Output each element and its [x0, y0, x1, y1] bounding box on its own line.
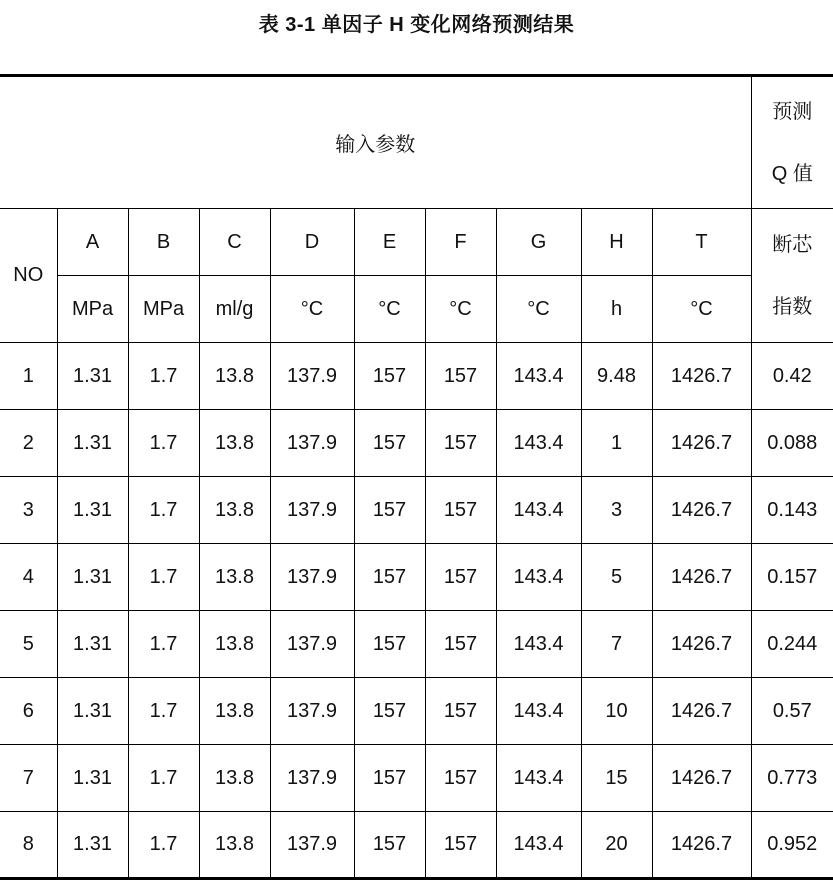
- table-cell: 1426.7: [652, 477, 751, 544]
- table-cell: 1.7: [128, 812, 199, 879]
- table-cell: 137.9: [270, 611, 354, 678]
- table-cell: 1.7: [128, 678, 199, 745]
- header-row-2: [0, 209, 833, 276]
- param-unit-h: h: [581, 276, 652, 343]
- table-cell: 1: [581, 410, 652, 477]
- table-cell: 137.9: [270, 812, 354, 879]
- results-table: [0, 74, 833, 880]
- index-label-line1: 断芯: [772, 233, 813, 256]
- param-unit-f: °C: [425, 276, 496, 343]
- table-cell: 1.31: [57, 544, 128, 611]
- table-cell: 1.7: [128, 745, 199, 812]
- table-cell: 9.48: [581, 343, 652, 410]
- table-cell: 157: [425, 678, 496, 745]
- table-cell: 0.088: [751, 410, 833, 477]
- table-cell: 0.57: [751, 678, 833, 745]
- table-cell: 143.4: [496, 745, 581, 812]
- header-row-3: [0, 276, 833, 343]
- table-cell: 157: [425, 477, 496, 544]
- table-cell: 13.8: [199, 678, 270, 745]
- table-cell: 143.4: [496, 544, 581, 611]
- table-cell: 15: [581, 745, 652, 812]
- table-cell: 137.9: [270, 678, 354, 745]
- table-row: [0, 477, 833, 544]
- table-cell: 137.9: [270, 410, 354, 477]
- table-cell: 3: [0, 477, 57, 544]
- table-row: [0, 611, 833, 678]
- table-cell: 20: [581, 812, 652, 879]
- param-unit-a: MPa: [57, 276, 128, 343]
- table-cell: 143.4: [496, 410, 581, 477]
- table-cell: 157: [354, 343, 425, 410]
- table-cell: 1.31: [57, 477, 128, 544]
- table-cell: 137.9: [270, 745, 354, 812]
- table-cell: 8: [0, 812, 57, 879]
- table-cell: 4: [0, 544, 57, 611]
- table-cell: 157: [425, 812, 496, 879]
- table-cell: 1426.7: [652, 410, 751, 477]
- table-cell: 157: [354, 544, 425, 611]
- table-row: [0, 343, 833, 410]
- table-cell: 137.9: [270, 343, 354, 410]
- table-cell: 6: [0, 678, 57, 745]
- table-cell: 1426.7: [652, 678, 751, 745]
- table-cell: 157: [354, 410, 425, 477]
- header-row-1: [0, 76, 833, 209]
- table-cell: 13.8: [199, 477, 270, 544]
- param-unit-c: ml/g: [199, 276, 270, 343]
- table-cell: 1.7: [128, 410, 199, 477]
- param-name-d: D: [270, 209, 354, 276]
- param-unit-d: °C: [270, 276, 354, 343]
- table-cell: 13.8: [199, 544, 270, 611]
- table-row: [0, 812, 833, 879]
- param-unit-b: MPa: [128, 276, 199, 343]
- table-row: [0, 745, 833, 812]
- prediction-label: 预测: [772, 100, 813, 123]
- table-cell: 0.952: [751, 812, 833, 879]
- index-label-line2: 指数: [772, 295, 813, 318]
- param-name-h: H: [581, 209, 652, 276]
- table-cell: 1.7: [128, 544, 199, 611]
- table-cell: 5: [581, 544, 652, 611]
- table-cell: 13.8: [199, 812, 270, 879]
- table-cell: 1426.7: [652, 745, 751, 812]
- param-name-c: C: [199, 209, 270, 276]
- table-cell: 157: [354, 678, 425, 745]
- table-cell: 13.8: [199, 745, 270, 812]
- table-cell: 157: [425, 410, 496, 477]
- table-cell: 1: [0, 343, 57, 410]
- index-header: [751, 209, 833, 343]
- table-cell: 0.773: [751, 745, 833, 812]
- table-cell: 13.8: [199, 343, 270, 410]
- input-params-header: 输入参数: [0, 76, 751, 209]
- table-row: [0, 410, 833, 477]
- table-cell: 143.4: [496, 812, 581, 879]
- table-cell: 143.4: [496, 343, 581, 410]
- param-name-e: E: [354, 209, 425, 276]
- table-cell: 1.31: [57, 611, 128, 678]
- table-cell: 157: [425, 343, 496, 410]
- table-cell: 0.157: [751, 544, 833, 611]
- table-cell: 157: [354, 745, 425, 812]
- table-cell: 10: [581, 678, 652, 745]
- table-cell: 0.143: [751, 477, 833, 544]
- param-name-a: A: [57, 209, 128, 276]
- table-cell: 1426.7: [652, 611, 751, 678]
- table-cell: 143.4: [496, 678, 581, 745]
- table-cell: 1.31: [57, 812, 128, 879]
- table-cell: 1.31: [57, 745, 128, 812]
- table-cell: 1.7: [128, 611, 199, 678]
- table-cell: 157: [425, 544, 496, 611]
- table-cell: 157: [354, 812, 425, 879]
- table-cell: 157: [425, 745, 496, 812]
- table-cell: 0.244: [751, 611, 833, 678]
- table-cell: 1.7: [128, 343, 199, 410]
- table-cell: 13.8: [199, 611, 270, 678]
- table-cell: 137.9: [270, 544, 354, 611]
- table-cell: 137.9: [270, 477, 354, 544]
- table-cell: 7: [0, 745, 57, 812]
- table-title: 表 3-1 单因子 H 变化网络预测结果: [258, 14, 575, 36]
- table-cell: 7: [581, 611, 652, 678]
- param-name-t: T: [652, 209, 751, 276]
- table-cell: 0.42: [751, 343, 833, 410]
- param-unit-g: °C: [496, 276, 581, 343]
- table-cell: 3: [581, 477, 652, 544]
- param-name-f: F: [425, 209, 496, 276]
- param-unit-t: °C: [652, 276, 751, 343]
- table-cell: 157: [354, 477, 425, 544]
- table-row: [0, 544, 833, 611]
- table-cell: 157: [354, 611, 425, 678]
- table-cell: 1426.7: [652, 812, 751, 879]
- table-cell: 1.31: [57, 343, 128, 410]
- prediction-header: [751, 76, 833, 209]
- table-cell: 1426.7: [652, 343, 751, 410]
- table-cell: 13.8: [199, 410, 270, 477]
- table-cell: 1.31: [57, 410, 128, 477]
- table-cell: 2: [0, 410, 57, 477]
- table-cell: 5: [0, 611, 57, 678]
- table-cell: 1426.7: [652, 544, 751, 611]
- table-cell: 1.31: [57, 678, 128, 745]
- param-name-g: G: [496, 209, 581, 276]
- no-header: NO: [0, 209, 57, 343]
- param-name-b: B: [128, 209, 199, 276]
- table-cell: 143.4: [496, 611, 581, 678]
- table-cell: 157: [425, 611, 496, 678]
- param-unit-e: °C: [354, 276, 425, 343]
- table-row: [0, 678, 833, 745]
- table-cell: 1.7: [128, 477, 199, 544]
- table-cell: 143.4: [496, 477, 581, 544]
- q-value-label: Q 值: [771, 162, 813, 185]
